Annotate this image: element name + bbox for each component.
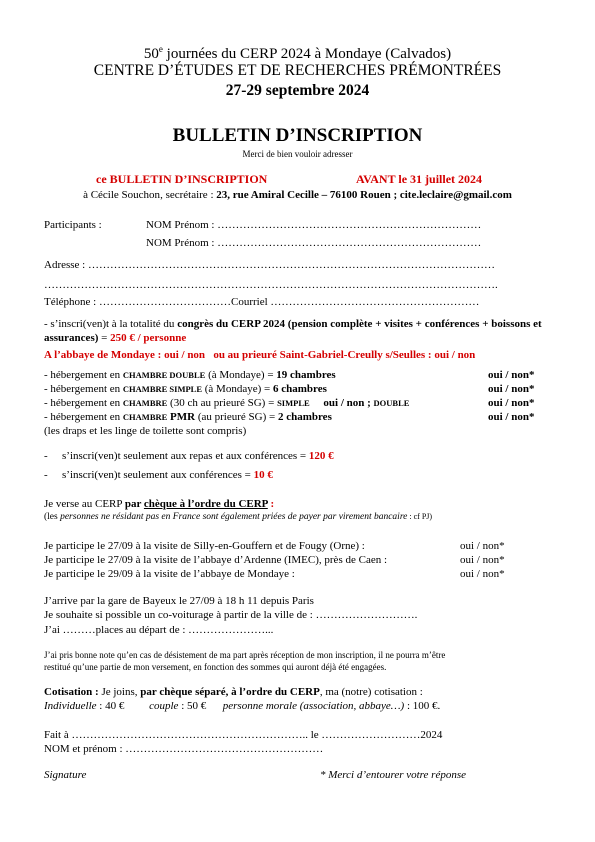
send-bulletin-label: ce BULLETIN D’INSCRIPTION xyxy=(96,172,268,186)
place-date-field[interactable]: Fait à ……………………………………………………….. le ………………………2024 xyxy=(44,729,443,741)
lodging-double: - hébergement en CHAMBRE DOUBLE (à Mondaye) = 19 chambres xyxy=(44,369,336,381)
lodging-double-choice[interactable]: oui / non* xyxy=(488,369,535,381)
address-field-line2[interactable]: ……………………………………………………………………………………………………………. xyxy=(44,279,498,291)
cancellation-notice-line2: restitué qu’une partie de mon versement, en fonction des sommes qui auront déjà été engagées. xyxy=(44,662,387,672)
lodging-pmr-choice[interactable]: oui / non* xyxy=(488,411,535,423)
lodging-site-choice[interactable]: A l’abbaye de Mondaye : oui / non ou au prieuré Saint-Gabriel-Creully s/Seulles : oui / non xyxy=(44,349,476,361)
arrival-line: J’arrive par la gare de Bayeux le 27/09 à 18 h 11 depuis Paris xyxy=(44,595,314,607)
payment-note: (les personnes ne résidant pas en France sont également priées de payer par virement bancaire : cf PJ) xyxy=(44,512,433,522)
option-meals-conferences[interactable]: s’inscri(ven)t seulement aux repas et aux conférences = 120 € xyxy=(62,450,334,462)
membership-rates: Individuelle : 40 € couple : 50 € personne morale (association, abbaye…) : 100 €. xyxy=(44,700,441,712)
visit-mondaye: Je participe le 29/09 à la visite de l’abbaye de Mondaye : xyxy=(44,568,295,580)
event-dates: 27-29 septembre 2024 xyxy=(225,82,370,99)
payment-line: Je verse au CERP par chèque à l’ordre du CERP : xyxy=(44,498,275,510)
cancellation-notice-line1: J’ai pris bonne note qu’en cas de désistement de ma part après réception de mon inscription, il ne pourra m’être xyxy=(44,650,446,660)
carpool-city-field[interactable]: Je souhaite si possible un co-voiturage à partir de la ville de : ………………………. xyxy=(44,609,418,621)
lodging-note: (les draps et les linge de toilette sont compris) xyxy=(44,425,247,437)
title-subtitle: Merci de bien vouloir adresser xyxy=(242,149,353,159)
circle-answer-note: * Merci d’entourer votre réponse xyxy=(320,769,467,781)
visit-ardenne-choice[interactable]: oui / non* xyxy=(460,554,505,566)
visit-mondaye-choice[interactable]: oui / non* xyxy=(460,568,505,580)
name-field-1[interactable]: NOM Prénom : ……………………………………………………………… xyxy=(146,219,482,231)
full-name-field[interactable]: NOM et prénom : ……………………………………………… xyxy=(44,743,324,755)
event-line: 50e journées du CERP 2024 à Mondaye (Calvados) xyxy=(143,44,452,62)
visit-silly: Je participe le 27/09 à la visite de Silly-en-Gouffern et de Fougy (Orne) : xyxy=(44,540,365,552)
membership-line: Cotisation : Je joins, par chèque séparé, à l’ordre du CERP, ma (notre) cotisation : xyxy=(44,686,423,698)
option-bullet-2: - xyxy=(44,469,48,481)
carpool-seats-field[interactable]: J’ai ………places au départ de : …………………... xyxy=(44,624,274,636)
lodging-single-choice[interactable]: oui / non* xyxy=(488,383,535,395)
lodging-single: - hébergement en CHAMBRE SIMPLE (à Mondaye) = 6 chambres xyxy=(44,383,327,395)
congress-registration: - s’inscri(ven)t à la totalité du congrès du CERP 2024 (pension complète + visites + conférences + boissons et assurances) = 250 € / personne xyxy=(44,318,542,344)
visit-silly-choice[interactable]: oui / non* xyxy=(460,540,505,552)
option-bullet-1: - xyxy=(44,450,48,462)
participants-label: Participants : xyxy=(44,219,102,231)
name-field-2[interactable]: NOM Prénom : ……………………………………………………………… xyxy=(146,237,482,249)
option-conferences-only[interactable]: s’inscri(ven)t seulement aux conférences = 10 € xyxy=(62,469,273,481)
lodging-priory-choice[interactable]: oui / non* xyxy=(488,397,535,409)
visit-ardenne: Je participe le 27/09 à la visite de l’abbaye d’Ardenne (IMEC), près de Caen : xyxy=(44,554,388,566)
organization-name: CENTRE D’ÉTUDES ET DE RECHERCHES PRÉMONTRÉES xyxy=(93,62,502,79)
send-address: à Cécile Souchon, secrétaire : 23, rue Amiral Cecille – 76100 Rouen ; cite.leclaire@gmail.com xyxy=(83,189,512,201)
page-title: BULLETIN D’INSCRIPTION xyxy=(172,125,423,146)
lodging-pmr: - hébergement en CHAMBRE PMR (au prieuré SG) = 2 chambres xyxy=(44,411,332,423)
deadline-label: AVANT le 31 juillet 2024 xyxy=(356,172,483,186)
lodging-priory: - hébergement en CHAMBRE (30 ch au prieuré SG) = SIMPLE oui / non ; DOUBLE xyxy=(44,397,410,409)
signature-label: Signature xyxy=(44,769,87,781)
address-field[interactable]: Adresse : ………………………………………………………………………………………………… xyxy=(44,259,495,271)
phone-email-field[interactable]: Téléphone : ………………………………Courriel ………………………………………………… xyxy=(44,296,480,308)
